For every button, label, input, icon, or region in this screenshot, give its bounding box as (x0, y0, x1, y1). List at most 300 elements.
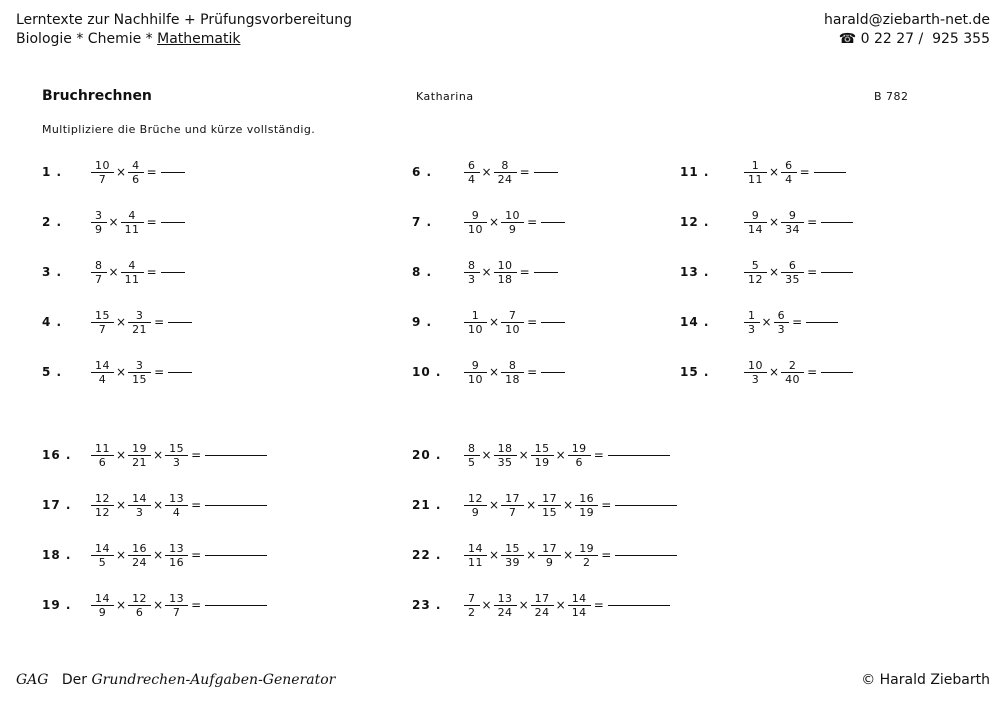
denominator: 19 (534, 455, 550, 469)
times-operator: × (108, 215, 119, 229)
generator-name: Grundrechen-Aufgaben-Generator (91, 672, 336, 688)
fraction (128, 442, 151, 469)
equals-sign: = (519, 265, 530, 279)
problem-expression (90, 256, 185, 288)
times-operator: × (116, 598, 127, 612)
numerator: 17 (542, 541, 558, 555)
denominator: 40 (785, 372, 801, 386)
answer-line[interactable] (541, 222, 565, 223)
answer-line[interactable] (806, 322, 838, 323)
problem-number: 10 . (412, 365, 442, 379)
equals-sign: = (799, 165, 810, 179)
times-operator: × (153, 598, 164, 612)
denominator: 7 (172, 605, 181, 619)
fraction (91, 159, 114, 186)
numerator: 6 (785, 158, 793, 172)
denominator: 14 (748, 222, 763, 236)
numerator: 6 (777, 308, 786, 322)
problem-number: 20 . (412, 448, 442, 462)
numerator: 16 (579, 491, 595, 505)
times-operator: × (555, 448, 566, 462)
fraction (781, 259, 804, 286)
numerator: 15 (95, 308, 110, 322)
denominator: 9 (508, 222, 517, 236)
problem-expression (90, 489, 267, 521)
problem-number: 21 . (412, 498, 442, 512)
fraction (464, 442, 480, 469)
numerator: 1 (751, 158, 760, 172)
answer-line[interactable] (821, 272, 853, 273)
numerator: 14 (468, 541, 483, 555)
denominator: 6 (132, 172, 140, 186)
fraction (165, 492, 188, 519)
problem-number: 14 . (680, 315, 710, 329)
problem-number: 4 . (42, 315, 63, 329)
denominator: 2 (468, 605, 476, 619)
denominator: 3 (777, 322, 786, 336)
numerator: 19 (571, 441, 587, 455)
answer-line[interactable] (205, 455, 267, 456)
denominator: 24 (534, 605, 550, 619)
numerator: 18 (497, 441, 513, 455)
problem-expression (90, 206, 185, 238)
footer-generator (16, 672, 335, 688)
times-operator: × (116, 498, 127, 512)
numerator: 17 (534, 591, 550, 605)
problem-number: 19 . (42, 598, 72, 612)
fraction (165, 442, 188, 469)
equals-sign: = (191, 498, 202, 512)
fraction (464, 492, 487, 519)
denominator: 3 (748, 322, 756, 336)
fraction (538, 492, 561, 519)
numerator: 8 (508, 358, 517, 372)
times-operator: × (769, 365, 780, 379)
denominator: 6 (135, 605, 144, 619)
problem-expression (463, 256, 558, 288)
numerator: 14 (95, 591, 110, 605)
numerator: 9 (751, 208, 760, 222)
denominator: 4 (98, 372, 107, 386)
sheet-title: Bruchrechnen (42, 88, 152, 104)
equals-sign: = (601, 498, 612, 512)
times-operator: × (153, 548, 164, 562)
fraction (91, 492, 114, 519)
times-operator: × (555, 598, 566, 612)
problem-expression (743, 156, 846, 188)
equals-sign: = (792, 315, 803, 329)
fraction (464, 209, 487, 236)
header-tagline: Lerntexte zur Nachhilfe + Prüfungsvorbereitung (16, 12, 352, 28)
answer-line[interactable] (821, 372, 853, 373)
numerator: 13 (169, 541, 185, 555)
numerator: 1 (471, 308, 480, 322)
fraction (575, 542, 598, 569)
fraction (464, 159, 480, 186)
problem-expression (743, 256, 853, 288)
numerator: 11 (95, 441, 110, 455)
times-operator: × (481, 598, 492, 612)
numerator: 17 (505, 491, 521, 505)
problem-expression (463, 206, 565, 238)
times-operator: × (518, 448, 529, 462)
problem-number: 1 . (42, 165, 63, 179)
times-operator: × (769, 215, 780, 229)
times-operator: × (489, 498, 500, 512)
equals-sign: = (593, 598, 604, 612)
fraction (128, 592, 151, 619)
denominator: 15 (132, 372, 148, 386)
header-left (16, 11, 352, 49)
times-operator: × (153, 448, 164, 462)
numerator: 13 (169, 491, 185, 505)
numerator: 14 (95, 541, 110, 555)
equals-sign: = (146, 265, 157, 279)
fraction (501, 309, 524, 336)
numerator: 14 (132, 491, 148, 505)
answer-line[interactable] (615, 555, 677, 556)
numerator: 14 (95, 358, 110, 372)
fraction (575, 492, 598, 519)
answer-line[interactable] (821, 222, 853, 223)
times-operator: × (489, 548, 500, 562)
fraction (464, 259, 480, 286)
denominator: 2 (582, 555, 591, 569)
fraction (568, 442, 591, 469)
denominator: 7 (95, 272, 103, 286)
denominator: 21 (132, 322, 148, 336)
answer-line[interactable] (534, 272, 558, 273)
problem-expression (90, 306, 192, 338)
fraction (501, 492, 524, 519)
problem-expression (743, 306, 838, 338)
fraction (464, 309, 487, 336)
fraction (91, 359, 114, 386)
fraction (494, 159, 517, 186)
problem-expression (463, 439, 670, 471)
problem-expression (90, 439, 267, 471)
numerator: 16 (132, 541, 148, 555)
numerator: 2 (788, 358, 797, 372)
sheet-code: B 782 (874, 90, 909, 103)
denominator: 7 (98, 172, 107, 186)
equals-sign: = (527, 215, 538, 229)
problem-expression (743, 206, 853, 238)
answer-line[interactable] (541, 322, 565, 323)
fraction (494, 259, 517, 286)
denominator: 35 (497, 455, 513, 469)
denominator: 4 (172, 505, 181, 519)
denominator: 10 (468, 372, 483, 386)
contact-email[interactable]: harald@ziebarth-net.de (824, 12, 990, 28)
problem-expression (90, 156, 185, 188)
denominator: 11 (468, 555, 483, 569)
denominator: 18 (505, 372, 521, 386)
times-operator: × (153, 498, 164, 512)
fraction (91, 309, 114, 336)
fraction (128, 159, 144, 186)
times-operator: × (116, 548, 127, 562)
denominator: 3 (468, 272, 476, 286)
numerator: 19 (579, 541, 595, 555)
denominator: 12 (748, 272, 763, 286)
denominator: 11 (748, 172, 763, 186)
denominator: 7 (98, 322, 107, 336)
fraction (781, 209, 804, 236)
denominator: 4 (785, 172, 793, 186)
equals-sign: = (807, 265, 818, 279)
instruction-text: Multipliziere die Brüche und kürze vollständig. (42, 123, 316, 136)
fraction (568, 592, 591, 619)
denominator: 18 (497, 272, 513, 286)
answer-line[interactable] (608, 455, 670, 456)
answer-line[interactable] (205, 505, 267, 506)
problem-expression (463, 156, 558, 188)
equals-sign: = (191, 548, 202, 562)
times-operator: × (116, 365, 127, 379)
problem-number: 22 . (412, 548, 442, 562)
fraction (501, 209, 524, 236)
fraction (91, 259, 107, 286)
answer-line[interactable] (161, 272, 185, 273)
problem-number: 13 . (680, 265, 710, 279)
subject-list: Biologie * Chemie * (16, 31, 158, 47)
numerator: 8 (468, 258, 476, 272)
denominator: 5 (468, 455, 476, 469)
numerator: 1 (748, 308, 756, 322)
denominator: 10 (468, 322, 483, 336)
numerator: 4 (128, 258, 136, 272)
numerator: 15 (169, 441, 185, 455)
denominator: 9 (95, 222, 103, 236)
answer-line[interactable] (168, 322, 192, 323)
subject-link-mathematik[interactable]: Mathematik (157, 31, 241, 47)
contact-phone-row (824, 30, 990, 49)
denominator: 19 (579, 505, 595, 519)
equals-sign: = (154, 365, 165, 379)
times-operator: × (761, 315, 772, 329)
fraction (531, 442, 554, 469)
equals-sign: = (146, 215, 157, 229)
answer-line[interactable] (541, 372, 565, 373)
problem-number: 9 . (412, 315, 433, 329)
numerator: 14 (571, 591, 587, 605)
problem-number: 23 . (412, 598, 442, 612)
fraction (128, 309, 151, 336)
problem-number: 11 . (680, 165, 710, 179)
numerator: 10 (95, 158, 110, 172)
answer-line[interactable] (168, 372, 192, 373)
gag-logo: GAG (16, 672, 49, 688)
times-operator: × (563, 548, 574, 562)
problem-number: 15 . (680, 365, 710, 379)
problem-expression (463, 539, 677, 571)
numerator: 12 (468, 491, 483, 505)
equals-sign: = (519, 165, 530, 179)
denominator: 39 (505, 555, 521, 569)
numerator: 12 (95, 491, 110, 505)
header-right (824, 11, 990, 49)
fraction (121, 259, 144, 286)
denominator: 5 (98, 555, 107, 569)
fraction (128, 542, 151, 569)
problem-expression (463, 356, 565, 388)
fraction (91, 542, 114, 569)
times-operator: × (489, 315, 500, 329)
numerator: 7 (508, 308, 517, 322)
numerator: 15 (534, 441, 550, 455)
times-operator: × (116, 315, 127, 329)
denominator: 3 (172, 455, 181, 469)
numerator: 8 (501, 158, 509, 172)
times-operator: × (769, 265, 780, 279)
denominator: 10 (505, 322, 521, 336)
fraction (464, 359, 487, 386)
fraction (494, 442, 517, 469)
numerator: 3 (135, 308, 144, 322)
subject-nav (16, 30, 352, 49)
answer-line[interactable] (608, 605, 670, 606)
answer-line[interactable] (205, 605, 267, 606)
problem-expression (463, 589, 670, 621)
fraction (464, 542, 487, 569)
numerator: 19 (132, 441, 148, 455)
numerator: 4 (128, 208, 136, 222)
fraction (538, 542, 561, 569)
times-operator: × (481, 448, 492, 462)
numerator: 5 (751, 258, 760, 272)
problem-number: 3 . (42, 265, 63, 279)
numerator: 10 (497, 258, 513, 272)
equals-sign: = (527, 315, 538, 329)
times-operator: × (769, 165, 780, 179)
fraction (501, 359, 524, 386)
numerator: 7 (468, 591, 476, 605)
numerator: 12 (132, 591, 148, 605)
times-operator: × (518, 598, 529, 612)
denominator: 24 (497, 172, 513, 186)
denominator: 21 (132, 455, 148, 469)
fraction (744, 359, 767, 386)
problem-expression (90, 539, 267, 571)
denominator: 34 (785, 222, 801, 236)
fraction (91, 442, 114, 469)
numerator: 3 (95, 208, 103, 222)
equals-sign: = (191, 598, 202, 612)
problem-expression (90, 589, 267, 621)
times-operator: × (116, 165, 127, 179)
denominator: 6 (575, 455, 583, 469)
fraction (744, 309, 760, 336)
numerator: 8 (468, 441, 476, 455)
denominator: 11 (124, 222, 140, 236)
fraction (531, 592, 554, 619)
numerator: 9 (471, 208, 480, 222)
telephone-icon: ☎ (838, 31, 857, 47)
problem-number: 6 . (412, 165, 433, 179)
fraction (781, 159, 797, 186)
denominator: 24 (497, 605, 513, 619)
answer-line[interactable] (534, 172, 558, 173)
denominator: 9 (471, 505, 480, 519)
fraction (128, 492, 151, 519)
equals-sign: = (154, 315, 165, 329)
answer-line[interactable] (161, 222, 185, 223)
fraction (128, 359, 151, 386)
fraction (501, 542, 524, 569)
answer-line[interactable] (814, 172, 846, 173)
numerator: 6 (468, 158, 476, 172)
denominator: 10 (468, 222, 483, 236)
problem-expression (90, 356, 192, 388)
times-operator: × (481, 165, 492, 179)
fraction (165, 592, 188, 619)
fraction (91, 592, 114, 619)
denominator: 15 (542, 505, 558, 519)
fraction (91, 209, 107, 236)
fraction (121, 209, 144, 236)
problem-number: 12 . (680, 215, 710, 229)
fraction (494, 592, 517, 619)
fraction (464, 592, 480, 619)
equals-sign: = (191, 448, 202, 462)
footer-copyright: © Harald Ziebarth (861, 672, 990, 688)
contact-phone: 0 22 27 / 925 355 (856, 31, 990, 47)
equals-sign: = (593, 448, 604, 462)
numerator: 9 (471, 358, 480, 372)
answer-line[interactable] (161, 172, 185, 173)
denominator: 24 (132, 555, 148, 569)
equals-sign: = (601, 548, 612, 562)
numerator: 9 (788, 208, 797, 222)
times-operator: × (526, 548, 537, 562)
equals-sign: = (146, 165, 157, 179)
equals-sign: = (807, 365, 818, 379)
denominator: 7 (508, 505, 517, 519)
numerator: 13 (497, 591, 513, 605)
problem-number: 16 . (42, 448, 72, 462)
problem-number: 18 . (42, 548, 72, 562)
student-name: Katharina (416, 90, 474, 103)
times-operator: × (563, 498, 574, 512)
numerator: 10 (748, 358, 763, 372)
numerator: 17 (542, 491, 558, 505)
denominator: 4 (468, 172, 476, 186)
equals-sign: = (527, 365, 538, 379)
equals-sign: = (807, 215, 818, 229)
answer-line[interactable] (205, 555, 267, 556)
problem-number: 7 . (412, 215, 433, 229)
numerator: 4 (132, 158, 140, 172)
denominator: 3 (135, 505, 144, 519)
problem-number: 2 . (42, 215, 63, 229)
denominator: 12 (95, 505, 110, 519)
fraction (744, 209, 767, 236)
numerator: 6 (788, 258, 797, 272)
problem-expression (463, 489, 677, 521)
numerator: 8 (95, 258, 103, 272)
fraction (774, 309, 790, 336)
denominator: 35 (785, 272, 801, 286)
times-operator: × (481, 265, 492, 279)
problem-number: 17 . (42, 498, 72, 512)
answer-line[interactable] (615, 505, 677, 506)
numerator: 3 (135, 358, 144, 372)
denominator: 16 (169, 555, 185, 569)
numerator: 10 (505, 208, 521, 222)
numerator: 15 (505, 541, 521, 555)
problem-expression (743, 356, 853, 388)
